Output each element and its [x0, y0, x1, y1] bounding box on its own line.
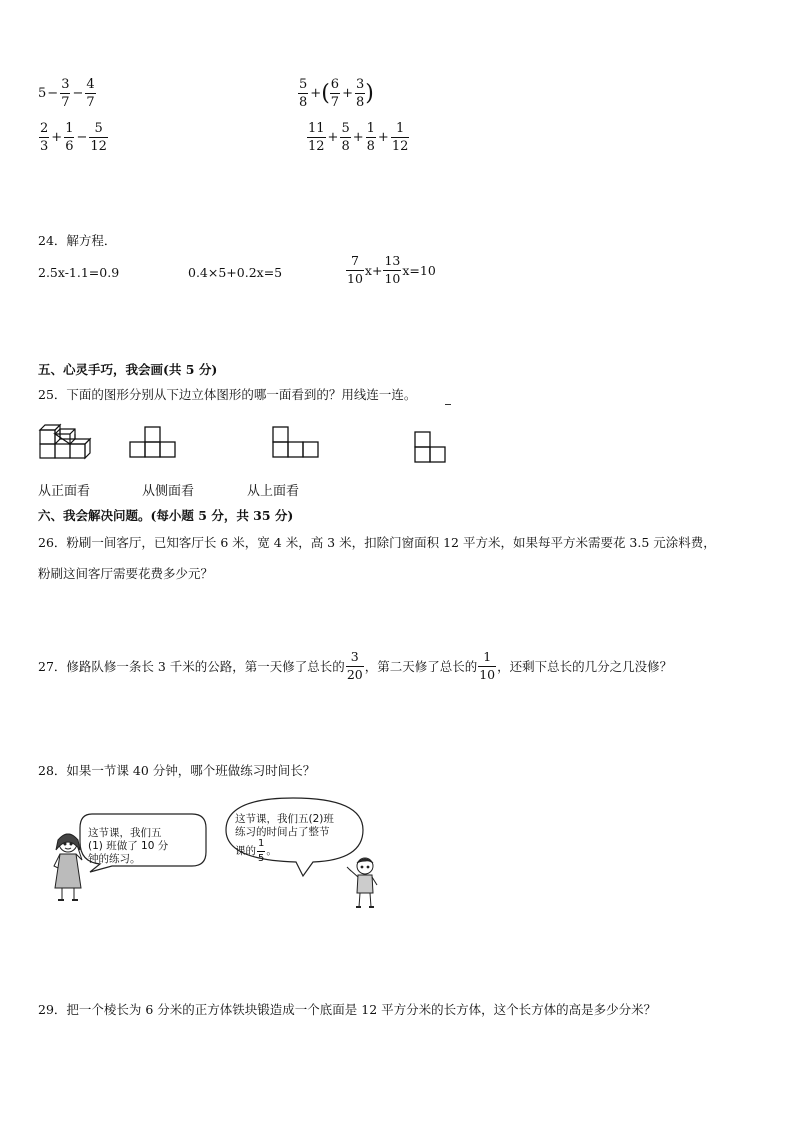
fraction: $\frac{3}{7}$ [61, 77, 70, 110]
fraction: $\frac{1}{6}$ [65, 121, 74, 154]
bubble-right-text: 这节课，我们五(2)班 练习的时间占了整节 课的 $\frac{1}{5}$ 。 [235, 813, 334, 864]
question-24-title: 24．解方程． [38, 233, 117, 248]
label-side-view: 从侧面看 [142, 484, 195, 499]
fraction: $\frac{3}{8}$ [355, 77, 365, 110]
equation-2: 0.4×5+0.2x=5 [188, 265, 283, 280]
fraction: $\frac{11}{12}$ [308, 121, 325, 154]
fraction: $\frac{13}{10}$ [384, 253, 401, 286]
expression-3: $\frac{2}{3}$ + $\frac{1}{6}$ − $\frac{5}{12}$ [40, 121, 107, 154]
section-5-heading: 五、心灵手巧，我会画(共 5 分) [38, 362, 218, 377]
fraction: $\frac{1}{5}$ [258, 838, 265, 864]
girl-illustration [48, 830, 88, 902]
view-figure-1 [130, 427, 176, 459]
question-28-text: 28．如果一节课 40 分钟，哪个班做练习时间长？ [38, 763, 316, 778]
stray-mark [445, 404, 451, 405]
view-figure-2 [273, 427, 319, 459]
fraction: $\frac{2}{3}$ [40, 121, 49, 154]
expression-2: $\frac{5}{8}$ + ( $\frac{6}{7}$ + $\frac{3}{8}$ ) [299, 77, 374, 110]
label-front-view: 从正面看 [38, 484, 91, 499]
fraction: $\frac{4}{7}$ [86, 77, 95, 110]
question-26-line-1: 26．粉刷一间客厅，已知客厅长 6 米，宽 4 米，高 3 米，扣除门窗面积 12 平方米，如果每平方米需要花 3.5 元涂料费， [38, 535, 716, 550]
expression-4: $\frac{11}{12}$ + $\frac{5}{8}$ + $\frac{1}{8}$ + $\frac{1}{12}$ [308, 121, 409, 154]
section-6-heading: 六、我会解决问题。(每小题 5 分，共 35 分) [38, 508, 294, 523]
view-figure-3 [415, 432, 447, 464]
fraction: $\frac{5}{8}$ [299, 77, 308, 110]
fraction: $\frac{7}{10}$ [347, 253, 363, 286]
equation-3: $\frac{7}{10}$ x+ $\frac{13}{10}$ x=10 [347, 253, 436, 286]
fraction: $\frac{3}{20}$ [346, 649, 363, 682]
equation-1: 2.5x-1.1=0.9 [38, 265, 120, 280]
solid-figure [40, 420, 100, 462]
fraction: $\frac{1}{8}$ [366, 121, 375, 154]
fraction: $\frac{1}{10}$ [479, 649, 496, 682]
question-25-text: 25．下面的图形分别从下边立体图形的哪一面看到的？用线连一连。 [38, 387, 417, 402]
question-27: 27．修路队修一条长 3 千米的公路，第一天修了总长的 $\frac{3}{20}$ ，第二天修了总长的 $\frac{1}{10}$ ，还剩下总长的几分之几没修？ [38, 649, 673, 682]
label-top-view: 从上面看 [247, 484, 300, 499]
fraction: $\frac{1}{12}$ [391, 121, 409, 154]
fraction: $\frac{5}{12}$ [90, 121, 107, 154]
fraction: $\frac{6}{7}$ [330, 77, 340, 110]
expression-1: 5 − $\frac{3}{7}$ − $\frac{4}{7}$ [38, 77, 95, 110]
boy-illustration [345, 855, 383, 911]
question-26-line-2: 粉刷这间客厅需要花费多少元？ [38, 566, 214, 581]
question-29-text: 29．把一个棱长为 6 分米的正方体铁块锻造成一个底面是 12 平方分米的长方体，这个长方体的高是多少分米？ [38, 1002, 657, 1017]
bubble-left-text: 这节课，我们五 (1) 班做了 10 分 钟的练习。 [88, 827, 169, 865]
fraction: $\frac{5}{8}$ [341, 121, 350, 154]
whole-number: 5 [38, 86, 47, 101]
